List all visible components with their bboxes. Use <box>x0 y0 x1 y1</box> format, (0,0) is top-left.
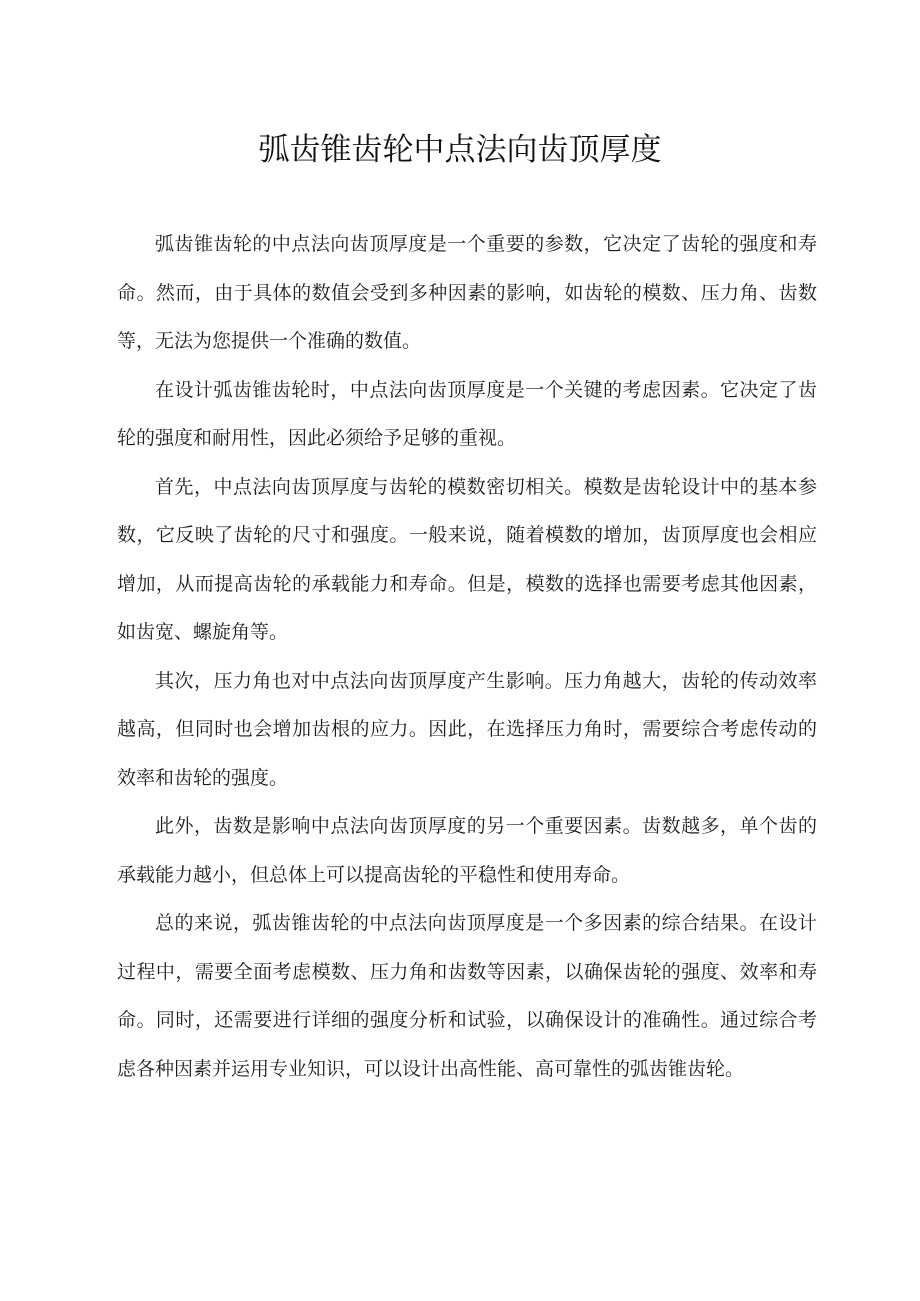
document-body <box>117 220 817 1093</box>
paragraph-4: 其次，压力角也对中点法向齿顶厚度产生影响。压力角越大，齿轮的传动效率越高，但同时也会增加齿根的应力。因此，在选择压力角时，需要综合考虑传动的效率和齿轮的强度。 <box>117 669 817 789</box>
paragraph-1: 弧齿锥齿轮的中点法向齿顶厚度是一个重要的参数，它决定了齿轮的强度和寿命。然而，由于具体的数值会受到多种因素的影响，如齿轮的模数、压力角、齿数等，无法为您提供一个准确的数值。 <box>117 233 817 352</box>
paragraph-3: 首先，中点法向齿顶厚度与齿轮的模数密切相关。模数是齿轮设计中的基本参数，它反映了齿轮的尺寸和强度。一般来说，随着模数的增加，齿顶厚度也会相应增加，从而提高齿轮的承载能力和寿命。但是，模数的选择也需要考虑其他因素，如齿宽、螺旋角等。 <box>117 475 817 643</box>
paragraph-5: 此外，齿数是影响中点法向齿顶厚度的另一个重要因素。齿数越多，单个齿的承载能力越小，但总体上可以提高齿轮的平稳性和使用寿命。 <box>117 815 817 886</box>
paragraph-2: 在设计弧齿锥齿轮时，中点法向齿顶厚度是一个关键的考虑因素。它决定了齿轮的强度和耐用性，因此必须给予足够的重视。 <box>117 378 817 449</box>
document-title: 弧齿锥齿轮中点法向齿顶厚度 <box>258 132 662 168</box>
paragraph-6: 总的来说，弧齿锥齿轮的中点法向齿顶厚度是一个多因素的综合结果。在设计过程中，需要全面考虑模数、压力角和齿数等因素，以确保齿轮的强度、效率和寿命。同时，还需要进行详细的强度分析和试验，以确保设计的准确性。通过综合考虑各种因素并运用专业知识，可以设计出高性能、高可靠性的弧齿锥齿轮。 <box>117 912 817 1080</box>
